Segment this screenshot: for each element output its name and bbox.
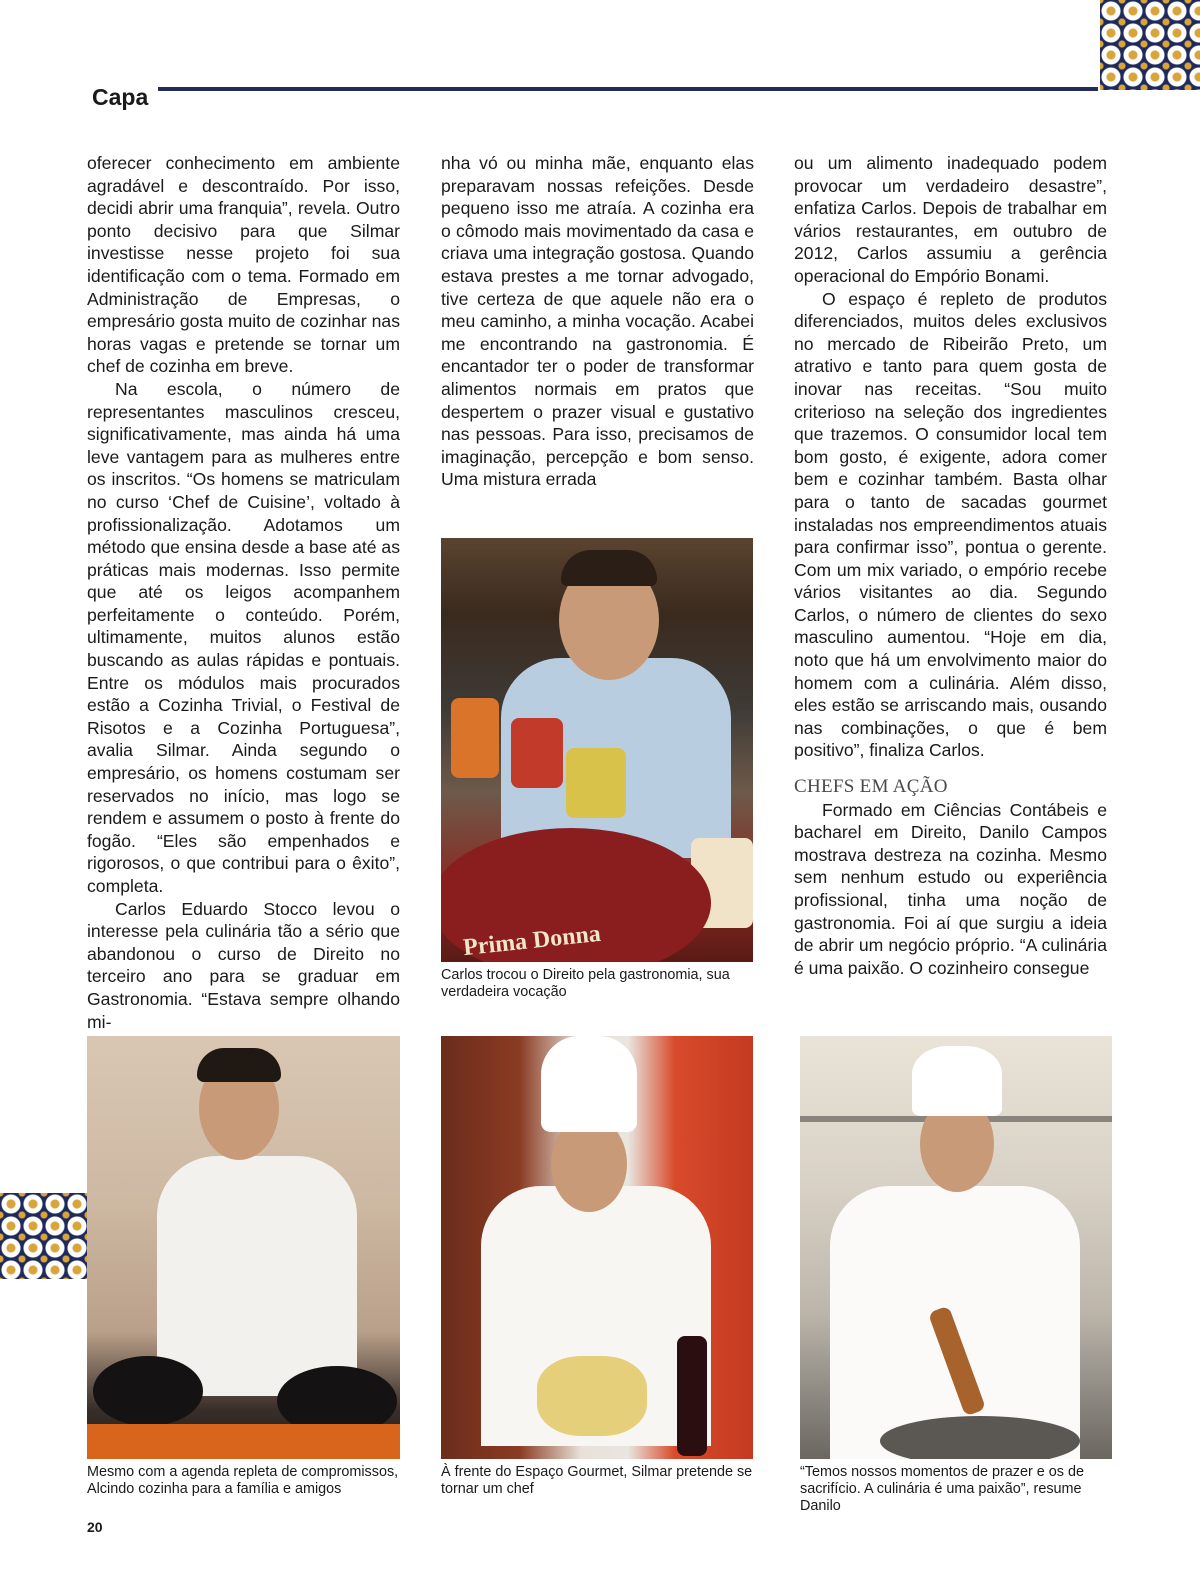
- caption-silmar: À frente do Espaço Gourmet, Silmar pretende se tornar um chef: [441, 1464, 753, 1497]
- decorative-tile-pattern-top: [1100, 0, 1200, 90]
- page-number: 20: [87, 1519, 103, 1535]
- decorative-tile-pattern-left: [0, 1193, 88, 1279]
- section-label: Capa: [92, 84, 149, 110]
- paragraph: Na escola, o número de representantes masculinos cresceu, significativamente, mas ainda há uma leve vantagem para as mulheres entre os inscritos. “Os homens se matriculam no curso ‘Chef de Cuisine’, voltado à profissionalização. Adotamos um método que ensina desde a base até as práticas mais modernas. Isso permite que até os leigos acompanhem perfeitamente o conteúdo. Porém, ultimamente, muitos alunos estão buscando as aulas rápidas e pontuais. Entre os módulos mais procurados estão a Cozinha Trivial, o Festival de Risotos e a Cozinha Portuguesa”, avalia Silmar. Ainda segundo o empresário, os homens costumam ser reservados no início, mas logo se rendem e assumem o posto à frente do fogão. “Eles são empenhados e rigorosos, o que contribui para o êxito”, completa.: [87, 378, 401, 896]
- caption-danilo: “Temos nossos momentos de prazer e os de sacrifício. A culinária é uma paixão”, resume Danilo: [800, 1464, 1084, 1514]
- caption-carlos: Carlos trocou o Direito pela gastronomia, sua verdadeira vocação: [441, 967, 730, 1000]
- paragraph: O espaço é repleto de produtos diferenciados, muitos deles exclusivos no mercado de Ribeirão Preto, um atrativo e tanto para quem gosta de inovar nas receitas. “Sou muito criterioso na seleção dos ingredientes que trazemos. O consumidor local tem bom gosto, é exigente, adora comer bem e cozinhar também. Basta olhar para o tanto de sacadas gourmet instaladas nos empreendimentos atuais para confirmar isso”, pontua o gerente. Com um mix variado, o empório recebe vários visitantes ao dia. Segundo Carlos, o número de clientes do sexo masculino aumentou. “Hoje em dia, noto que há um envolvimento maior do homem com a culinária. Além disso, eles estão se arriscando mais, ousando nas combinações, o que é bem positivo”, finaliza Carlos.: [794, 288, 1107, 761]
- paragraph: oferecer conhecimento em ambiente agradável e descontraído. Por isso, decidi abrir uma franquia”, revela. Outro ponto decisivo para que Silmar investisse nesse projeto foi sua identificação com o tema. Formado em Administração de Empresas, o empresário gosta muito de cozinhar nas horas vagas e pretende se tornar um chef de cozinha em breve.: [87, 153, 400, 377]
- caption-alcindo: Mesmo com a agenda repleta de compromissos, Alcindo cozinha para a família e amigos: [87, 1464, 399, 1497]
- header-rule: [158, 87, 1098, 91]
- paragraph: ou um alimento inadequado podem provocar um verdadeiro desastre”, enfatiza Carlos. Depois de trabalhar em vários restaurantes, em outubro de 2012, Carlos assumiu a gerência operacional do Empório Bonami.: [794, 153, 1107, 286]
- text-column-1: [87, 152, 400, 1033]
- photo-alcindo: [87, 1036, 400, 1459]
- photo-danilo: [800, 1036, 1112, 1459]
- photo-silmar: [441, 1036, 753, 1459]
- paragraph: Formado em Ciências Contábeis e bacharel em Direito, Danilo Campos mostrava destreza na cozinha. Mesmo sem nenhum estudo ou experiência profissional, tinha uma noção de gastronomia. Foi aí que surgiu a ideia de abrir um negócio próprio. “A culinária é uma paixão. O cozinheiro consegue: [794, 799, 1107, 978]
- paragraph: nha vó ou minha mãe, enquanto elas preparavam nossas refeições. Desde pequeno isso me atraía. A cozinha era o cômodo mais movimentado da casa e criava uma integração gostosa. Quando estava prestes a me tornar advogado, tive certeza de que aquele não era o meu caminho, a minha vocação. Acabei me encontrando na gastronomia. É encantador ter o poder de transformar alimentos normais em pratos que despertem o prazer visual e gustativo nas pessoas. Para isso, precisamos de imaginação, percepção e bom senso. Uma mistura errada: [441, 153, 754, 490]
- paragraph: Carlos Eduardo Stocco levou o interesse pela culinária tão a sério que abandonou o curso de Direito no terceiro ano para se graduar em Gastronomia. “Estava sempre olhando mi-: [87, 898, 400, 1032]
- photo-carlos: [441, 538, 753, 962]
- cheese-label: Prima Donna: [461, 920, 602, 962]
- subheading: CHEFS EM AÇÃO: [794, 776, 948, 798]
- text-column-3: [794, 152, 1107, 979]
- text-column-2: [441, 152, 754, 491]
